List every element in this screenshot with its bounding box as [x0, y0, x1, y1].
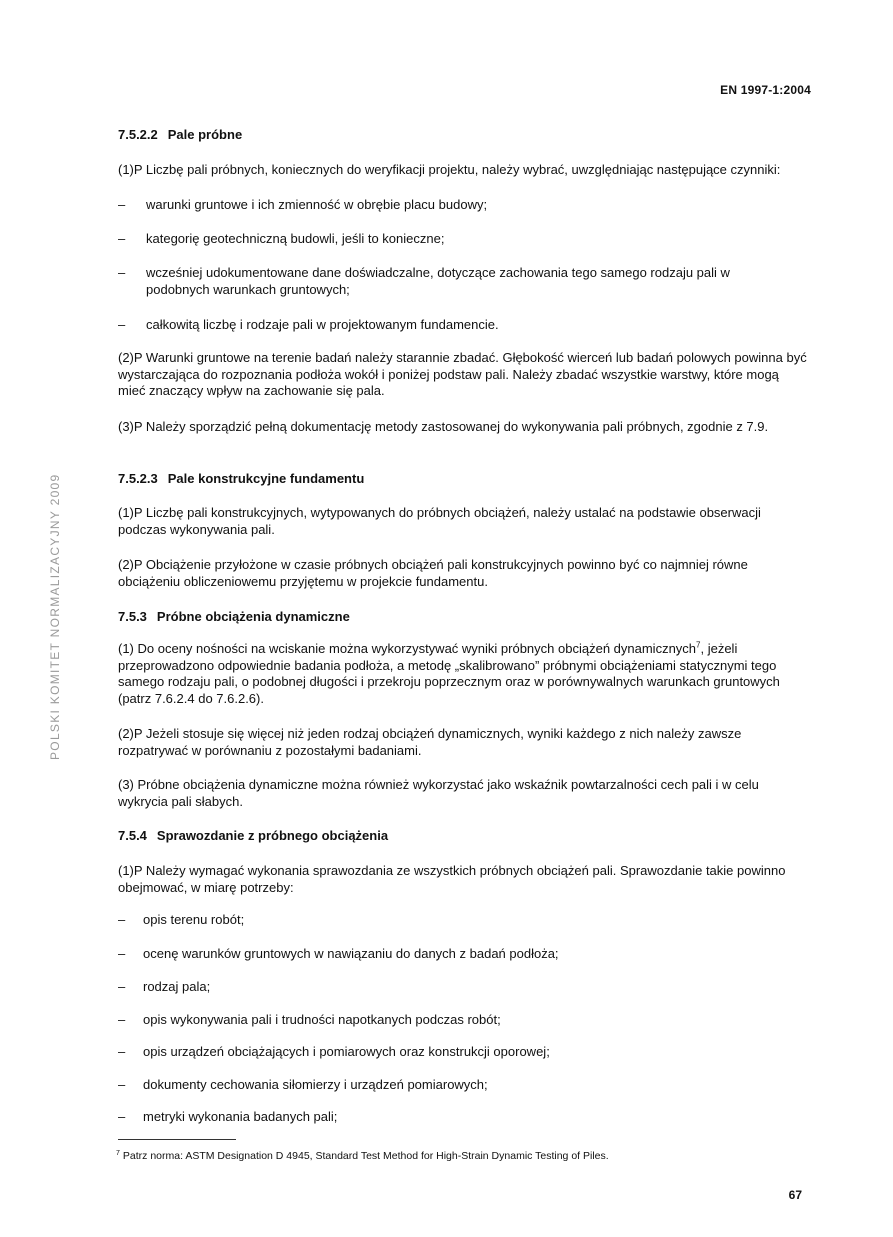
footnote-divider: [118, 1139, 236, 1140]
list-item: [118, 1109, 808, 1126]
bullet-dash: –: [118, 231, 126, 246]
list-item: [118, 317, 808, 334]
list-item-text: opis wykonywania pali i trudności napotkanych podczas robót;: [143, 1012, 501, 1027]
document-reference: EN 1997-1:2004: [720, 83, 811, 97]
list-item: [118, 1077, 808, 1094]
bullet-dash: –: [118, 1012, 126, 1027]
list-item: [118, 231, 808, 248]
list-item-text: kategorię geotechniczną budowli, jeśli to konieczne;: [146, 231, 445, 246]
paragraph: [118, 641, 808, 707]
list-item-text: całkowitą liczbę i rodzaje pali w projektowanym fundamencie.: [146, 317, 499, 332]
paragraph: (3) Próbne obciążenia dynamiczne można również wykorzystać jako wskaźnik powtarzalności cech pali i w celu wykrycia pali słabych.: [118, 777, 759, 809]
bullet-dash: –: [118, 265, 126, 280]
paragraph: (1)P Należy wymagać wykonania sprawozdania ze wszystkich próbnych obciążeń pali. Sprawozdanie takie powinno obejmować, w miarę potrzeby:: [118, 863, 786, 895]
bullet-dash: –: [118, 197, 126, 212]
bullet-dash: –: [118, 1109, 126, 1124]
footnote-text: Patrz norma: ASTM Designation D 4945, Standard Test Method for High-Strain Dynamic Testing of Piles.: [122, 1150, 609, 1162]
section-heading-7-5-2-3: [118, 471, 364, 486]
paragraph: (2)P Obciążenie przyłożone w czasie próbnych obciążeń pali konstrukcyjnych powinno być co najmniej równe obciążeniu obliczeniowemu przyjętemu w projekcie fundamentu.: [118, 557, 748, 589]
list-item-text: metryki wykonania badanych pali;: [143, 1109, 338, 1124]
bullet-dash: –: [118, 979, 126, 994]
section-number: 7.5.3: [118, 609, 147, 624]
list-item: [118, 1012, 808, 1029]
list-item-text: dokumenty cechowania siłomierzy i urządzeń pomiarowych;: [143, 1077, 488, 1092]
list-item: [118, 1044, 808, 1061]
list-item: [118, 912, 808, 929]
section-heading-7-5-4: [118, 828, 388, 843]
paragraph: (2)P Jeżeli stosuje się więcej niż jeden rodzaj obciążeń dynamicznych, wyniki każdego z nich należy zawsze rozpatrywać w porównaniu z pozostałymi badaniami.: [118, 726, 742, 758]
section-heading-7-5-3: [118, 609, 350, 624]
list-item: [118, 946, 808, 963]
list-item-text: opis urządzeń obciążających i pomiarowych oraz konstrukcji oporowej;: [143, 1044, 550, 1059]
section-title: Próbne obciążenia dynamiczne: [156, 609, 350, 624]
paragraph-text: , jeżeli przeprowadzono odpowiednie badania podłoża, a metodę „skalibrowano” próbnymi obciążeniami statycznymi tego samego rodzaju pali, o podobnej długości i przekroju poprzecznym oraz w porównywalnych warunkach gruntowych (patrz 7.6.2.4 do 7.6.2.6).: [118, 641, 780, 706]
bullet-dash: –: [118, 1044, 126, 1059]
side-watermark: POLSKI KOMITET NORMALIZACYJNY 2009: [48, 473, 62, 760]
list-item: [118, 979, 808, 996]
bullet-dash: –: [118, 317, 126, 332]
footnote-reference[interactable]: 7: [696, 640, 701, 650]
list-item-text: opis terenu robót;: [143, 912, 245, 927]
footnote: [116, 1150, 609, 1162]
paragraph: (2)P Warunki gruntowe na terenie badań należy starannie zbadać. Głębokość wierceń lub badań polowych powinna być wystarczająca do rozpoznania podłoża wokół i poniżej podstaw pali. Należy zbadać wszystkie warstwy, które mogą mieć znaczący wpływ na zachowanie się pala.: [118, 350, 807, 398]
section-title: Pale konstrukcyjne fundamentu: [167, 471, 365, 486]
footnote-marker: 7: [116, 1149, 120, 1157]
bullet-dash: –: [118, 912, 126, 927]
paragraph: (1)P Liczbę pali konstrukcyjnych, wytypowanych do próbnych obciążeń, należy ustalać na podstawie obserwacji podczas wykonywania pali.: [118, 505, 761, 537]
section-number: 7.5.2.3: [118, 471, 158, 486]
list-item-text: rodzaj pala;: [143, 979, 211, 994]
paragraph: (3)P Należy sporządzić pełną dokumentację metody zastosowanej do wykonywania pali próbnych, zgodnie z 7.9.: [118, 419, 769, 434]
list-item: [118, 265, 788, 298]
section-title: Pale próbne: [167, 127, 243, 142]
section-number: 7.5.4: [118, 828, 147, 843]
list-item-text: warunki gruntowe i ich zmienność w obrębie placu budowy;: [146, 197, 488, 212]
list-item-text: ocenę warunków gruntowych w nawiązaniu do danych z badań podłoża;: [143, 946, 559, 961]
list-item: [118, 197, 808, 214]
section-heading-7-5-2-2: [118, 127, 242, 142]
section-title: Sprawozdanie z próbnego obciążenia: [156, 828, 389, 843]
paragraph: (1)P Liczbę pali próbnych, koniecznych do weryfikacji projektu, należy wybrać, uwzględniając następujące czynniki:: [118, 162, 781, 177]
section-number: 7.5.2.2: [118, 127, 158, 142]
bullet-dash: –: [118, 1077, 126, 1092]
list-item-text: wcześniej udokumentowane dane doświadczalne, dotyczące zachowania tego samego rodzaju pali w podobnych warunkach gruntowych;: [146, 265, 730, 297]
paragraph-text: (1) Do oceny nośności na wciskanie można wykorzystywać wyniki próbnych obciążeń dynamicznych: [118, 641, 697, 656]
page-number: 67: [788, 1188, 802, 1202]
bullet-dash: –: [118, 946, 126, 961]
